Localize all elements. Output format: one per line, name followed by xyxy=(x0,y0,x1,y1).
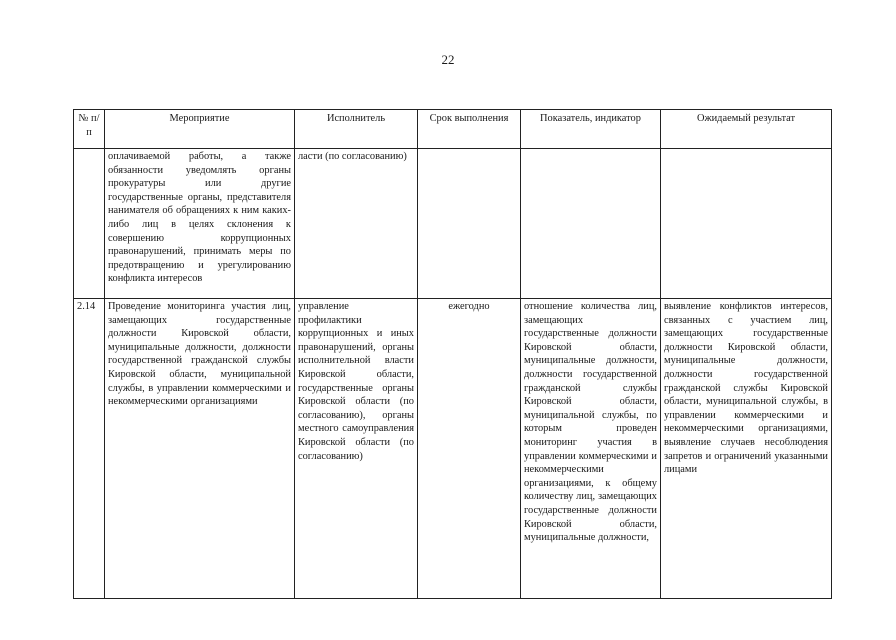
header-indicator: Показатель, индикатор xyxy=(521,110,661,149)
result-cell: выявление конфликтов интересов, связанных с участием лиц, замещающих государственные должности Кировской области, муниципальные должности, должности государственной гражданской службы Кировской области, муниципальной службы, в управлении коммерческими и некоммерческими организациями, выявление случаев несоблюдения запретов и ограничений указанными лицами xyxy=(661,299,832,599)
event-cell: Проведение мониторинга участия лиц, замещающих государственные должности Кировской области, муниципальные должности, должности государственной гражданской службы Кировской области, муниципальной службы, в управлении коммерческими и некоммерческими организациями xyxy=(105,299,295,599)
action-plan-table xyxy=(73,109,832,599)
header-result: Ожидаемый результат xyxy=(661,110,832,149)
header-event: Мероприятие xyxy=(105,110,295,149)
deadline-cell: ежегодно xyxy=(418,299,521,599)
indicator-cell xyxy=(521,149,661,299)
executor-cell: управление профилактики коррупционных и иных правонарушений, органы исполнительной власти Кировской области, государственные органы Кировской области (по согласованию), органы местного самоуправления Кировской области (по согласованию) xyxy=(295,299,418,599)
event-cell: оплачиваемой работы, а также обязанности уведомлять органы прокуратуры или другие государственные органы, представителя нанимателя об обращениях к ним каких-либо лиц в целях склонения к совершению коррупционных правонарушений, принимать меры по предотвращению и урегулированию конфликта интересов xyxy=(105,149,295,299)
deadline-cell xyxy=(418,149,521,299)
result-cell xyxy=(661,149,832,299)
table-header-row xyxy=(74,110,832,149)
row-number xyxy=(74,149,105,299)
row-number: 2.14 xyxy=(74,299,105,599)
table-row xyxy=(74,299,832,599)
header-number: № п/п xyxy=(74,110,105,149)
executor-cell: ласти (по согласованию) xyxy=(295,149,418,299)
indicator-cell: отношение количества лиц, замещающих государственные должности Кировской области, муниципальные должности, должности государственной гражданской службы Кировской области, муниципальной службы, по которым проведен мониторинг участия в управлении коммерческими и некоммерческими организациями, к общему количеству лиц, замещающих государственные должности Кировской области, муниципальные должности, xyxy=(521,299,661,599)
page-number: 22 xyxy=(441,52,455,67)
header-executor: Исполнитель xyxy=(295,110,418,149)
table-row xyxy=(74,149,832,299)
header-deadline: Срок выполнения xyxy=(418,110,521,149)
